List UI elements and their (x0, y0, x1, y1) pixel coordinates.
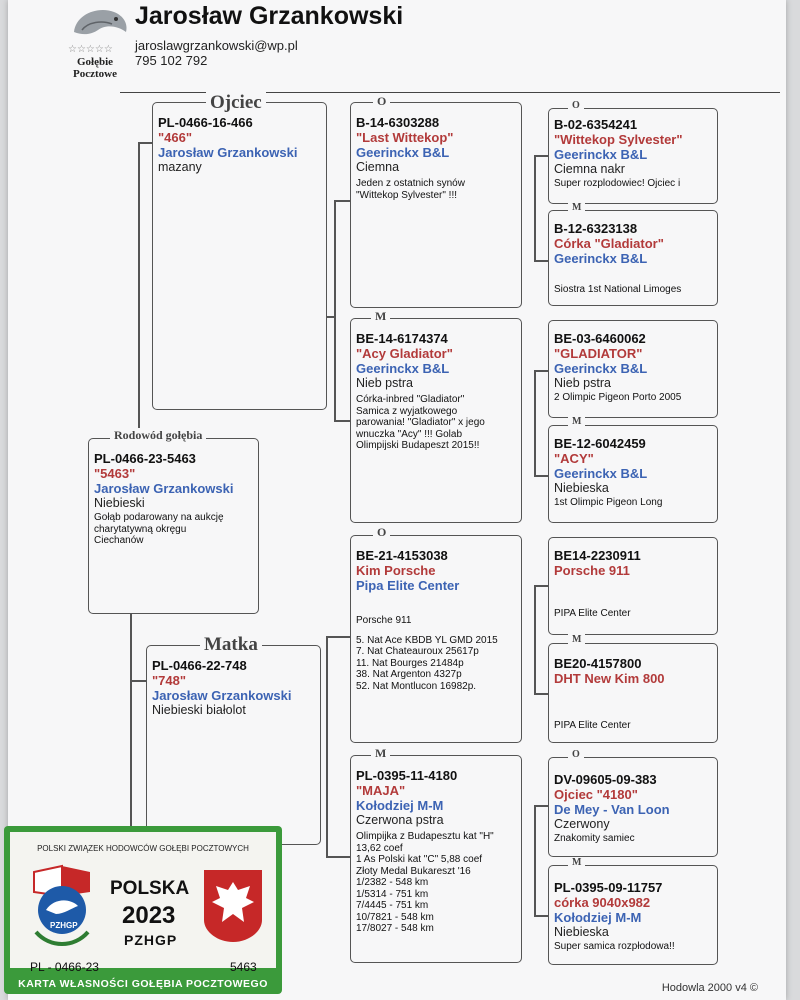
father-color: mazany (158, 160, 202, 174)
ff-tag: O (373, 94, 390, 109)
breeder-phone: 795 102 792 (135, 53, 208, 68)
fm-breeder: Geerinckx B&L (356, 361, 450, 376)
ownership-card (4, 826, 282, 994)
subject-breeder: Jarosław Grzankowski (94, 481, 234, 496)
connector (534, 693, 548, 695)
fff-ring: B-02-6354241 (554, 117, 638, 132)
breeder-title: Jarosław Grzankowski (135, 2, 404, 30)
card-footer: KARTA WŁASNOŚCI GOŁĘBIA POCZTOWEGO (18, 978, 268, 990)
mf-name: Kim Porsche (356, 563, 436, 578)
mff-ring: BE14-2230911 (554, 548, 641, 563)
fmm-tag: M (568, 416, 585, 427)
mm-ring: PL-0395-11-4180 (356, 768, 458, 783)
fmf-color: Nieb pstra (554, 376, 611, 390)
card-pzhgp: PZHGP (124, 932, 178, 948)
ff-box[interactable] (350, 102, 522, 308)
ffm-box[interactable] (548, 210, 718, 306)
mmm-color: Niebieska (554, 925, 609, 939)
fmf-ring: BE-03-6460062 (554, 331, 646, 346)
ffm-tag: M (568, 202, 585, 213)
fff-note: Super rozplodowiec! Ojciec i (554, 178, 681, 189)
mother-color: Niebieski białolot (152, 703, 246, 717)
pzhgp-logo-icon (26, 862, 100, 948)
software-footer: Hodowla 2000 v4 © (661, 982, 758, 994)
subject-note: Gołąb podarowany na aukcję charytatywną okręgu Ciechanów (94, 512, 224, 546)
ffm-ring: B-12-6323138 (554, 221, 638, 236)
mf-breeder: Pipa Elite Center (356, 578, 460, 593)
card-ring: PL - 0466-23 (30, 960, 99, 974)
ffm-note: Siostra 1st National Limoges (554, 284, 682, 295)
fff-color: Ciemna nakr (554, 162, 625, 176)
logo-text (56, 56, 134, 80)
father-box[interactable] (152, 102, 327, 410)
mmf-box[interactable] (548, 757, 718, 857)
mfm-tag: M (568, 634, 585, 645)
fff-box[interactable] (548, 108, 718, 204)
mm-tag: M (371, 746, 390, 761)
connector (534, 370, 536, 475)
fm-box[interactable] (350, 318, 522, 523)
ffm-breeder: Geerinckx B&L (554, 251, 648, 266)
subject-box[interactable] (88, 438, 259, 614)
card-year: 2023 (122, 902, 176, 929)
mmf-name: Ojciec "4180" (554, 787, 638, 802)
father-breeder: Jarosław Grzankowski (158, 145, 298, 160)
connector (534, 805, 536, 915)
mmm-tag: M (568, 857, 585, 868)
mf-note: Porsche 911 (356, 615, 412, 626)
ff-color: Ciemna (356, 160, 400, 174)
connector (138, 142, 140, 438)
fmm-ring: BE-12-6042459 (554, 436, 646, 451)
mfm-box[interactable] (548, 643, 718, 743)
connector (534, 805, 548, 807)
ffm-name: Córka "Gladiator" (554, 236, 664, 251)
connector (334, 420, 350, 422)
mm-color: Czerwona pstra (356, 813, 444, 827)
mff-box[interactable] (548, 537, 718, 635)
ff-ring: B-14-6303288 (356, 115, 440, 130)
card-number: 5463 (230, 960, 257, 974)
mmm-breeder: Kołodziej M-M (554, 910, 642, 925)
connector (138, 142, 152, 144)
father-ring: PL-0466-16-466 (158, 115, 253, 130)
logo-line-1: Gołębie (76, 56, 114, 68)
mmf-note: Znakomity samiec (554, 833, 635, 844)
logo-line-2: Pocztowe (73, 68, 117, 81)
svg-text:☆☆☆☆☆: ☆☆☆☆☆ (68, 44, 113, 55)
ff-breeder: Geerinckx B&L (356, 145, 450, 160)
mother-tag: Matka (200, 634, 262, 656)
connector (326, 316, 334, 318)
mm-name: "MAJA" (356, 783, 406, 798)
fm-tag: M (371, 309, 390, 324)
card-inner (10, 832, 276, 974)
connector (534, 370, 548, 372)
fm-note: Córka-inbred "Gladiator" Samica z wyjatkowego parowania! "Gladiator" x jego wnuczka "Acy" !!! Golab Olimpijski Budapeszt 2015!! (356, 394, 485, 451)
mfm-note: PIPA Elite Center (554, 720, 631, 731)
father-name: "466" (158, 130, 193, 145)
fmf-breeder: Geerinckx B&L (554, 361, 648, 376)
fmm-note: 1st Olimpic Pigeon Long (554, 497, 663, 508)
fmm-color: Niebieska (554, 481, 609, 495)
connector (534, 155, 548, 157)
mm-note: Olimpijka z Budapesztu kat "H" 13,62 coef 1 As Polski kat "C" 5,88 coef Złoty Medal Bukareszt '16 1/2382 - 548 km 1/5314 - 751 km 7/4445 - 751 km 10/7821 - 548 km 17/8027 - 548 km (356, 831, 494, 934)
ff-note: Jeden z ostatnich synów "Wittekop Sylvester" !!! (356, 178, 465, 201)
fmm-name: "ACY" (554, 451, 594, 466)
ff-name: "Last Wittekop" (356, 130, 454, 145)
card-polska: POLSKA (110, 878, 190, 899)
connector (326, 636, 328, 856)
connector (130, 614, 132, 828)
mmf-breeder: De Mey - Van Loon (554, 802, 670, 817)
mmm-box[interactable] (548, 865, 718, 965)
fmf-name: "GLADIATOR" (554, 346, 643, 361)
mother-breeder: Jarosław Grzankowski (152, 688, 292, 703)
father-tag: Ojciec (206, 92, 266, 114)
subject-tag: Rodowód gołębia (110, 428, 206, 443)
mother-ring: PL-0466-22-748 (152, 658, 247, 673)
connector (534, 260, 548, 262)
mmf-tag: O (568, 749, 584, 760)
mfm-name: DHT New Kim 800 (554, 671, 665, 686)
breeder-email[interactable]: jaroslawgrzankowski@wp.pl (135, 38, 298, 53)
subject-name: "5463" (94, 466, 136, 481)
connector (334, 200, 336, 420)
mmm-name: córka 9040x982 (554, 895, 651, 910)
fm-color: Nieb pstra (356, 376, 413, 390)
connector (534, 915, 548, 917)
mf-tag: O (373, 525, 390, 540)
mother-name: "748" (152, 673, 187, 688)
connector (534, 475, 548, 477)
mff-name: Porsche 911 (554, 563, 630, 578)
fmf-box[interactable] (548, 320, 718, 418)
mfm-ring: BE20-4157800 (554, 656, 642, 671)
fff-name: "Wittekop Sylvester" (554, 132, 683, 147)
connector (334, 200, 350, 202)
mother-box[interactable] (146, 645, 321, 845)
connector (534, 585, 548, 587)
subject-color: Niebieski (94, 496, 145, 510)
mf-ring: BE-21-4153038 (356, 548, 448, 563)
mm-breeder: Kołodziej M-M (356, 798, 444, 813)
fff-tag: O (568, 100, 584, 111)
mf-box[interactable] (350, 535, 522, 743)
card-header: POLSKI ZWIĄZEK HODOWCÓW GOŁĘBI POCZTOWYCH (37, 844, 249, 853)
pzhgp-logo-text: PZHGP (50, 921, 78, 930)
fmf-note: 2 Olimpic Pigeon Porto 2005 (554, 392, 682, 403)
connector (534, 585, 536, 693)
polish-eagle-emblem-icon (202, 868, 264, 944)
connector (534, 155, 536, 260)
mf-results: 5. Nat Ace KBDB YL GMD 2015 7. Nat Chateauroux 25617p 11. Nat Bourges 21484p 38. Nat Argenton 4327p 52. Nat Montlucon 16982p. (356, 634, 498, 692)
fm-name: "Acy Gladiator" (356, 346, 453, 361)
subject-ring: PL-0466-23-5463 (94, 451, 196, 466)
mff-note: PIPA Elite Center (554, 608, 631, 619)
mmf-color: Czerwony (554, 817, 610, 831)
fmm-breeder: Geerinckx B&L (554, 466, 648, 481)
fff-breeder: Geerinckx B&L (554, 147, 648, 162)
mmm-ring: PL-0395-09-11757 (554, 880, 663, 895)
mm-box[interactable] (350, 755, 522, 963)
connector (326, 636, 350, 638)
mmm-note: Super samica rozpłodowa!! (554, 941, 675, 952)
fmm-box[interactable] (548, 425, 718, 523)
mmf-ring: DV-09605-09-383 (554, 772, 657, 787)
fm-ring: BE-14-6174374 (356, 331, 448, 346)
connector (326, 856, 350, 858)
connector (130, 680, 146, 682)
